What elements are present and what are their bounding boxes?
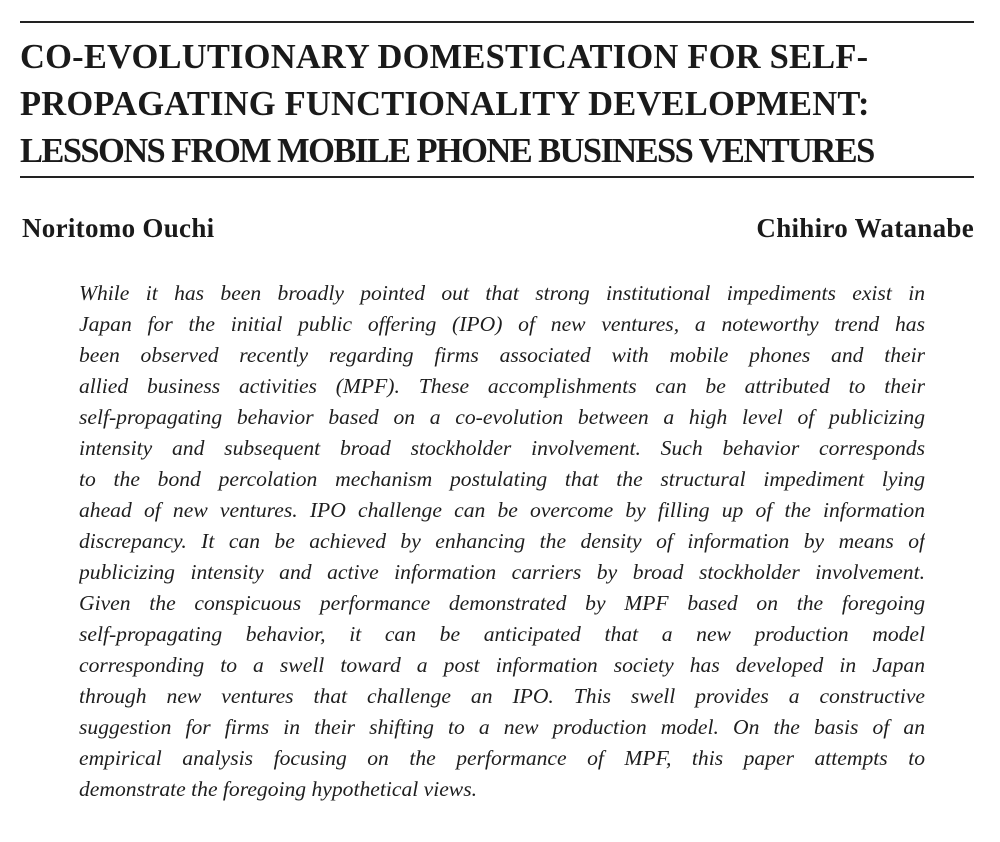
abstract-line: self-propagating behavior, it can be anticipated that a new production model bbox=[79, 622, 925, 646]
abstract-line: suggestion for firms in their shifting to a new production model. On the basis of an bbox=[79, 715, 925, 739]
bottom-rule bbox=[20, 176, 974, 178]
abstract-line: been observed recently regarding firms associated with mobile phones and their bbox=[79, 343, 925, 367]
abstract-line: through new ventures that challenge an IPO. This swell provides a constructive bbox=[79, 684, 925, 708]
abstract-line: While it has been broadly pointed out that strong institutional impediments exist in bbox=[79, 281, 925, 305]
abstract-line: corresponding to a swell toward a post information society has developed in Japan bbox=[79, 653, 925, 677]
abstract-line: intensity and subsequent broad stockholder involvement. Such behavior corresponds bbox=[79, 436, 925, 460]
abstract-line: self-propagating behavior based on a co-evolution between a high level of publicizing bbox=[79, 405, 925, 429]
top-rule bbox=[20, 21, 974, 23]
abstract-line: publicizing intensity and active information carriers by broad stockholder involvement. bbox=[79, 560, 925, 584]
author-name: Noritomo Ouchi bbox=[22, 213, 215, 243]
abstract-line: Given the conspicuous performance demonstrated by MPF based on the foregoing bbox=[79, 591, 925, 615]
abstract-line: Japan for the initial public offering (IPO) of new ventures, a noteworthy trend has bbox=[79, 312, 925, 336]
author-name: Chihiro Watanabe bbox=[756, 213, 974, 243]
abstract-line: discrepancy. It can be achieved by enhancing the density of information by means of bbox=[79, 529, 925, 553]
abstract-line: allied business activities (MPF). These accomplishments can be attributed to their bbox=[79, 374, 925, 398]
abstract-line: ahead of new ventures. IPO challenge can be overcome by filling up of the information bbox=[79, 498, 925, 522]
title-line: PROPAGATING FUNCTIONALITY DEVELOPMENT: bbox=[20, 85, 870, 123]
abstract bbox=[79, 278, 925, 805]
abstract-line: to the bond percolation mechanism postulating that the structural impediment lying bbox=[79, 467, 925, 491]
abstract-line: demonstrate the foregoing hypothetical views. bbox=[79, 777, 478, 801]
paper-title bbox=[20, 34, 980, 175]
title-line: CO-EVOLUTIONARY DOMESTICATION FOR SELF- bbox=[20, 38, 869, 76]
title-line: LESSONS FROM MOBILE PHONE BUSINESS VENTURES bbox=[20, 132, 874, 170]
author-list bbox=[20, 211, 974, 245]
abstract-line: empirical analysis focusing on the performance of MPF, this paper attempts to bbox=[79, 746, 925, 770]
